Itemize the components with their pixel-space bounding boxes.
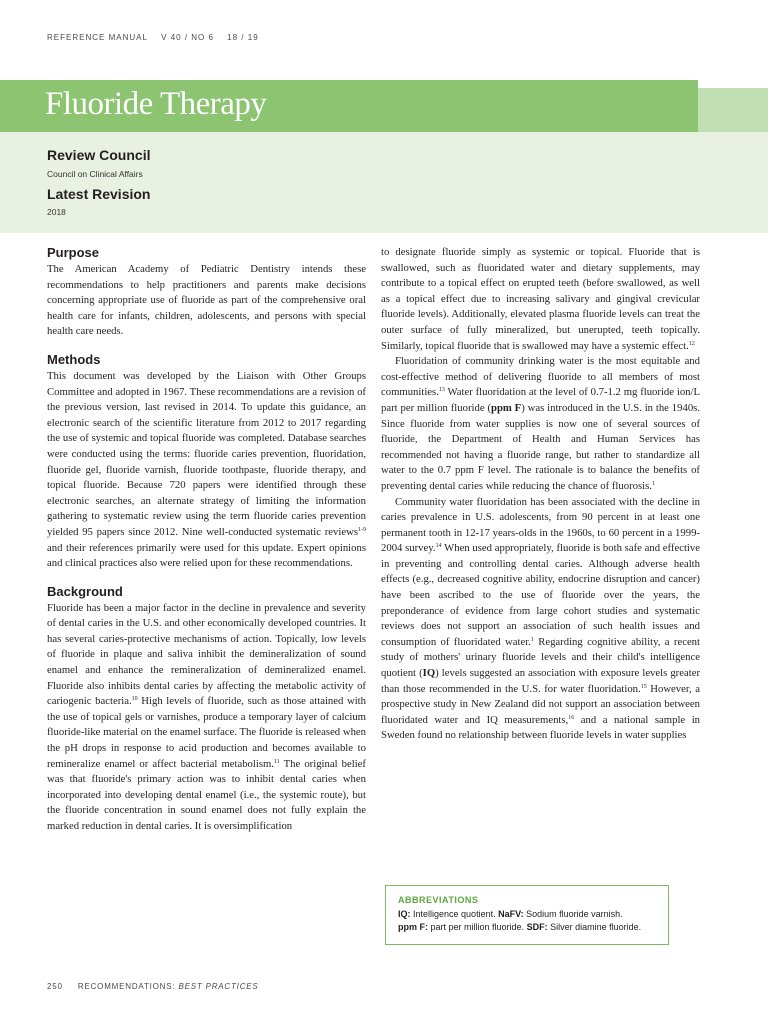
right-p3-text-b: When used appropriately, fluoride is both safe and effective in preventing and controlling dental caries. Although adverse health effects (e.g., decreased cognitive ability, endocrine disruption and cancer) have been ascribed to the use of fluoride over the years, the preponderance of evidence from large cohort studies and systematic reviews does not support an association of such health issues and consumption of fluoridated water. (381, 542, 700, 648)
review-council-value: Council on Clinical Affairs (47, 169, 143, 179)
right-paragraph-1 (381, 245, 700, 354)
footer-subsection: BEST PRACTICES (178, 982, 259, 991)
page-footer (47, 982, 259, 991)
abbr-def: part per million fluoride. (430, 922, 525, 932)
right-column (381, 245, 700, 744)
right-p1-ref: 12 (688, 340, 695, 347)
right-paragraph-2 (381, 354, 700, 494)
abbreviations-line-2 (398, 921, 656, 934)
right-p2-text-c: ) was introduced in the U.S. in the 1940s. Since fluoride from water supplies is now one of several sources of fluoride, the Department of Health and Human Services has recommended not having a fluoride range, but rather to standardize all water to the 0.7 ppm F level. The rationale is to balance the benefits of preventing dental caries while reducing the chance of fluorosis. (381, 401, 701, 492)
background-text-a: Fluoride has been a major factor in the decline in prevalence and severity of dental caries in the U.S. and other economically developed countries. It has several caries-protective mechanisms of action. Topically, low levels of fluoride in plaque and saliva inhibit the demineralization of sound enamel and enhance the remineralization of demineralized enamel. Fluoride also inhibits dental caries by affecting the metabolic activity of cariogenic bacteria. (47, 601, 366, 708)
running-head-volume: V 40 / NO 6 (161, 33, 214, 42)
right-p3-ref-a: 14 (435, 543, 442, 550)
right-p3-ref-d: 16 (568, 714, 575, 721)
abbreviations-heading: ABBREVIATIONS (398, 895, 479, 905)
right-p3-bold: IQ (422, 667, 436, 680)
title-banner-tab (698, 88, 768, 132)
right-p1-text: to designate fluoride simply as systemic or topical. Fluoride that is swallowed, such as fluoridated water and dietary supplements, may contribute to a topical effect on erupted teeth (before swallowed, as well as a topical effect due to increasing salivary and gingival crevicular fluoride levels). Additionally, elevated plasma fluoride levels can treat the outer surface of fully mineralized, but unerupted, teeth topically. Similarly, topical fluoride that is swallowed may have a systemic effect. (381, 246, 700, 352)
running-head (47, 33, 269, 42)
right-p2-text-a: Fluoridation of community drinking water is the most equitable and cost-effective method of delivering fluoride to all members of most communities. (381, 355, 700, 399)
abbreviations-line-1 (398, 908, 656, 921)
right-p3-text-f: and a national sample in Sweden found no relationship between fluoride levels in water supplies (381, 713, 701, 742)
abbr-term: SDF: (526, 922, 548, 932)
abbr-term: IQ: (398, 909, 411, 919)
latest-revision-value: 2018 (47, 207, 66, 217)
right-p2-ref-b: 1 (651, 480, 655, 487)
methods-ref: 1-9 (358, 526, 366, 533)
page-title: Fluoride Therapy (45, 86, 267, 122)
right-p3-text-a: Community water fluoridation has been associated with the decline in caries prevalence in U.S. adolescents, from 90 percent in at least one permanent tooth in 12-17 years-olds in the 1960s, to 60 percent in a 1999-2004 survey. (381, 495, 700, 555)
running-head-manual: REFERENCE MANUAL (47, 33, 148, 42)
background-ref-b: 11 (273, 758, 280, 765)
abbr-term: ppm F: (398, 922, 428, 932)
abbr-term: NaFV: (498, 909, 524, 919)
right-p2-text-b: Water fluoridation at the level of 0.7-1.2 mg fluoride ion/L part per million fluoride ( (381, 386, 700, 414)
right-p3-text-d: ) levels suggested an association with exposure levels greater than those recommended in the U.S. for water fluoridation. (381, 667, 700, 695)
right-p3-ref-b: 1 (530, 636, 534, 643)
right-paragraph-3 (381, 495, 700, 745)
abbr-def: Silver diamine fluoride. (550, 922, 642, 932)
left-column (47, 245, 366, 835)
purpose-text: The American Academy of Pediatric Dentistry intends these recommendations to help practitioners and parents make decisions concerning appropriate use of fluoride as part of the comprehensive oral health care for infants, children, adolescents, and persons with special health care needs. (47, 263, 366, 338)
methods-heading: Methods (47, 351, 101, 367)
abbr-def: Sodium fluoride varnish. (526, 909, 623, 919)
latest-revision-heading: Latest Revision (47, 186, 151, 202)
running-head-years: 18 / 19 (227, 33, 259, 42)
abbreviations-box (385, 885, 669, 945)
right-p2-bold: ppm F (491, 401, 522, 414)
methods-text (47, 369, 366, 572)
background-ref-a: 10 (131, 696, 138, 703)
purpose-heading: Purpose (47, 245, 100, 260)
right-p3-text-e: However, a prospective study in New Zealand did not support an association between fluoridated water and IQ measurements, (381, 682, 700, 726)
right-p3-ref-c: 15 (640, 683, 647, 690)
background-text (47, 601, 366, 835)
abbr-def: Intelligence quotient. (413, 909, 496, 919)
methods-text-a: This document was developed by the Liaison with Other Groups Committee and adopted in 1967. These recommendations are a revision of the previous version, last revised in 2014. To update this guidance, an electronic search of the scientific literature from 2012 to 2017 regarding the use of systemic and topical fluoride was completed. Database searches were conducted using the terms: fluoride caries prevention, fluoridation, fluoride gel, fluoride varnish, fluoride toothpaste, fluoride therapy, and topical fluoride. Because 720 papers were identified through these electronic searches, an alternate strategy of limiting the information gathering to systematic review using the term fluoride caries prevention yielded 95 papers since 2012. Nine well-conducted systematic reviews (47, 369, 366, 538)
background-text-c: The original belief was that fluoride's primary action was to inhibit dental caries when incorporated into developing dental enamel (i.e., the systemic route), but the fluoride concentration in sound enamel does not fully explain the marked reduction in dental caries. It is oversimplification (47, 757, 366, 832)
background-text-b: High levels of fluoride, such as those attained with the use of topical gels or varnishes, produce a temporary layer of calcium fluoride-like material on the enamel surface. The fluoride is released when the pH drops in response to acid production and becomes available to remineralize enamel or affect bacterial metabolism. (47, 695, 366, 770)
background-heading: Background (47, 583, 123, 599)
right-p2-ref-a: 13 (438, 387, 445, 394)
methods-text-b: and their references primarily were used for this update. Expert opinions and clinical practices also were relied upon for these recommendations. (47, 541, 366, 570)
footer-section: RECOMMENDATIONS: (77, 982, 176, 991)
right-p3-text-c: Regarding cognitive ability, a recent study of mothers' urinary fluoride levels and their child's intelligence quotient ( (381, 635, 700, 680)
page-number: 250 (47, 982, 63, 991)
review-council-heading: Review Council (47, 147, 151, 163)
